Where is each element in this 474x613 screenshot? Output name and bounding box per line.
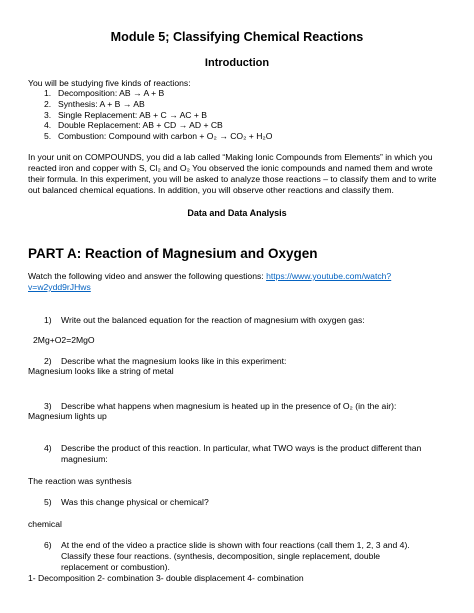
answer-text: 1- Decomposition 2- combination 3- double displacement 4- combination xyxy=(28,573,304,583)
question-text: magnesium: xyxy=(61,454,108,464)
reaction-text: Double Replacement: AB + CD → AD + CB xyxy=(58,120,223,130)
reaction-number: 4. xyxy=(44,120,52,130)
answer-text: Magnesium lights up xyxy=(28,411,107,421)
part-a-heading: PART A: Reaction of Magnesium and Oxygen xyxy=(28,246,318,261)
introduction-heading: Introduction xyxy=(204,57,270,69)
reaction-number: 3. xyxy=(44,110,52,120)
video-link-continued[interactable]: v=w2ydd9rJHws xyxy=(28,282,91,292)
question-number: 4) xyxy=(44,443,52,453)
reaction-text: Single Replacement: AB + C → AC + B xyxy=(58,110,208,120)
question-text: At the end of the video a practice slide is shown with four reactions (call them 1, 2, 3 and 4). xyxy=(61,540,410,550)
question-number: 2) xyxy=(44,356,52,366)
question-text: Write out the balanced equation for the reaction of magnesium with oxygen gas: xyxy=(61,315,365,325)
question-text: replacement or combustion). xyxy=(61,562,170,572)
reaction-number: 2. xyxy=(44,99,52,109)
reaction-text: Synthesis: A + B → AB xyxy=(58,99,145,109)
reaction-text: Combustion: Compound with carbon + O₂ → CO₂ + H₂O xyxy=(58,131,273,141)
question-text: Describe what happens when magnesium is heated up in the presence of O₂ (in the air): xyxy=(61,401,397,411)
watch-text: Watch the following video and answer the following questions: xyxy=(28,271,267,281)
reaction-number: 5. xyxy=(44,131,52,141)
answer-text: chemical xyxy=(28,519,62,529)
reaction-number: 1. xyxy=(44,88,52,98)
question-number: 3) xyxy=(44,401,52,411)
question-number: 6) xyxy=(44,540,52,550)
video-link[interactable]: https://www.youtube.com/watch? xyxy=(266,271,392,281)
question-number: 1) xyxy=(44,315,52,325)
answer-text: 2Mg+O2=2MgO xyxy=(33,335,95,345)
intro-lead: You will be studying five kinds of reactions: xyxy=(28,78,191,88)
intro-paragraph-line: In your unit on COMPOUNDS, you did a lab called “Making Ionic Compounds from Elements” in which you xyxy=(28,152,433,162)
question-text: Describe the product of this reaction. In particular, what TWO ways is the product different than xyxy=(61,443,422,453)
answer-text: The reaction was synthesis xyxy=(28,476,132,486)
answer-text: Magnesium looks like a string of metal xyxy=(28,366,174,376)
reaction-text: Decomposition: AB → A + B xyxy=(58,88,165,98)
page-title: Module 5; Classifying Chemical Reactions xyxy=(110,30,364,44)
watch-instructions xyxy=(28,271,391,281)
question-text: Describe what the magnesium looks like in this experiment: xyxy=(61,356,287,366)
intro-paragraph-line: out balanced chemical equations. In addition, you will observe other reactions and classify them. xyxy=(28,185,394,195)
data-analysis-heading: Data and Data Analysis xyxy=(187,208,287,218)
question-text: Was this change physical or chemical? xyxy=(61,497,209,507)
question-text: Classify these four reactions. (synthesis, decomposition, single replacement, double xyxy=(61,551,381,561)
intro-paragraph-line: reacted iron and copper with S, Cl₂ and O₂ You observed the ionic compounds and named them and wrote xyxy=(28,163,433,173)
question-number: 5) xyxy=(44,497,52,507)
intro-paragraph-line: their formula. In this experiment, you will be asked to analyze those reactions – to classify them and to write xyxy=(28,174,437,184)
